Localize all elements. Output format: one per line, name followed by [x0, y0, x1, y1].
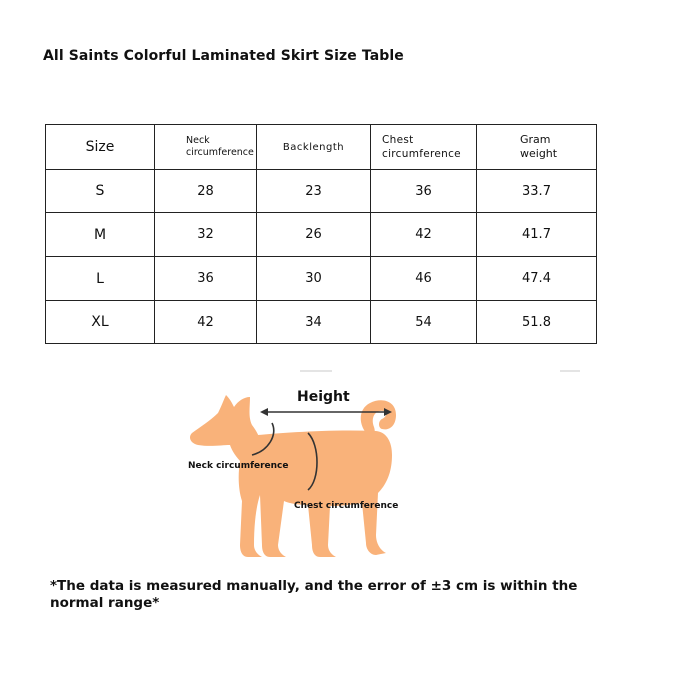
- header-neck: [155, 125, 257, 170]
- header-chest-line2: circumference: [382, 148, 461, 160]
- cell-chest: 46: [371, 257, 477, 301]
- table-row: [46, 257, 597, 301]
- header-chest: [371, 125, 477, 170]
- header-gram-line1: Gram: [520, 133, 551, 146]
- cell-size: L: [46, 257, 155, 301]
- chest-circumference-label: Chest circumference: [294, 501, 399, 511]
- header-size: Size: [46, 125, 155, 170]
- cell-neck: 32: [155, 213, 257, 257]
- cell-chest: 36: [371, 170, 477, 213]
- cell-chest: 42: [371, 213, 477, 257]
- divider-right: [560, 370, 580, 372]
- cell-backlength: 26: [257, 213, 371, 257]
- cell-backlength: 23: [257, 170, 371, 213]
- table-header-row: [46, 125, 597, 170]
- header-gram-line2: weight: [520, 147, 558, 160]
- header-neck-line1: Neck: [186, 135, 210, 146]
- cell-gram: 33.7: [477, 170, 597, 213]
- header-chest-line1: Chest: [382, 134, 414, 146]
- header-gram-weight: [477, 125, 597, 170]
- cell-gram: 47.4: [477, 257, 597, 301]
- measurement-note: *The data is measured manually, and the error of ±3 cm is within the normal range*: [50, 578, 578, 611]
- divider-left: [300, 370, 332, 372]
- dog-measurement-diagram: [180, 385, 420, 565]
- size-table: [45, 124, 597, 344]
- page-title: All Saints Colorful Laminated Skirt Size Table: [43, 48, 404, 64]
- header-backlength: Backlength: [257, 125, 371, 170]
- cell-size: M: [46, 213, 155, 257]
- cell-neck: 28: [155, 170, 257, 213]
- table-row: [46, 301, 597, 344]
- cell-size: XL: [46, 301, 155, 344]
- cell-gram: 41.7: [477, 213, 597, 257]
- neck-circumference-label: Neck circumference: [188, 461, 289, 471]
- cell-size: S: [46, 170, 155, 213]
- header-neck-line2: circumference: [186, 147, 254, 158]
- height-label: Height: [297, 389, 350, 405]
- cell-neck: 36: [155, 257, 257, 301]
- cell-chest: 54: [371, 301, 477, 344]
- cell-backlength: 34: [257, 301, 371, 344]
- cell-gram: 51.8: [477, 301, 597, 344]
- table-row: [46, 170, 597, 213]
- table-row: [46, 213, 597, 257]
- dog-silhouette-icon: [190, 395, 399, 557]
- cell-backlength: 30: [257, 257, 371, 301]
- cell-neck: 42: [155, 301, 257, 344]
